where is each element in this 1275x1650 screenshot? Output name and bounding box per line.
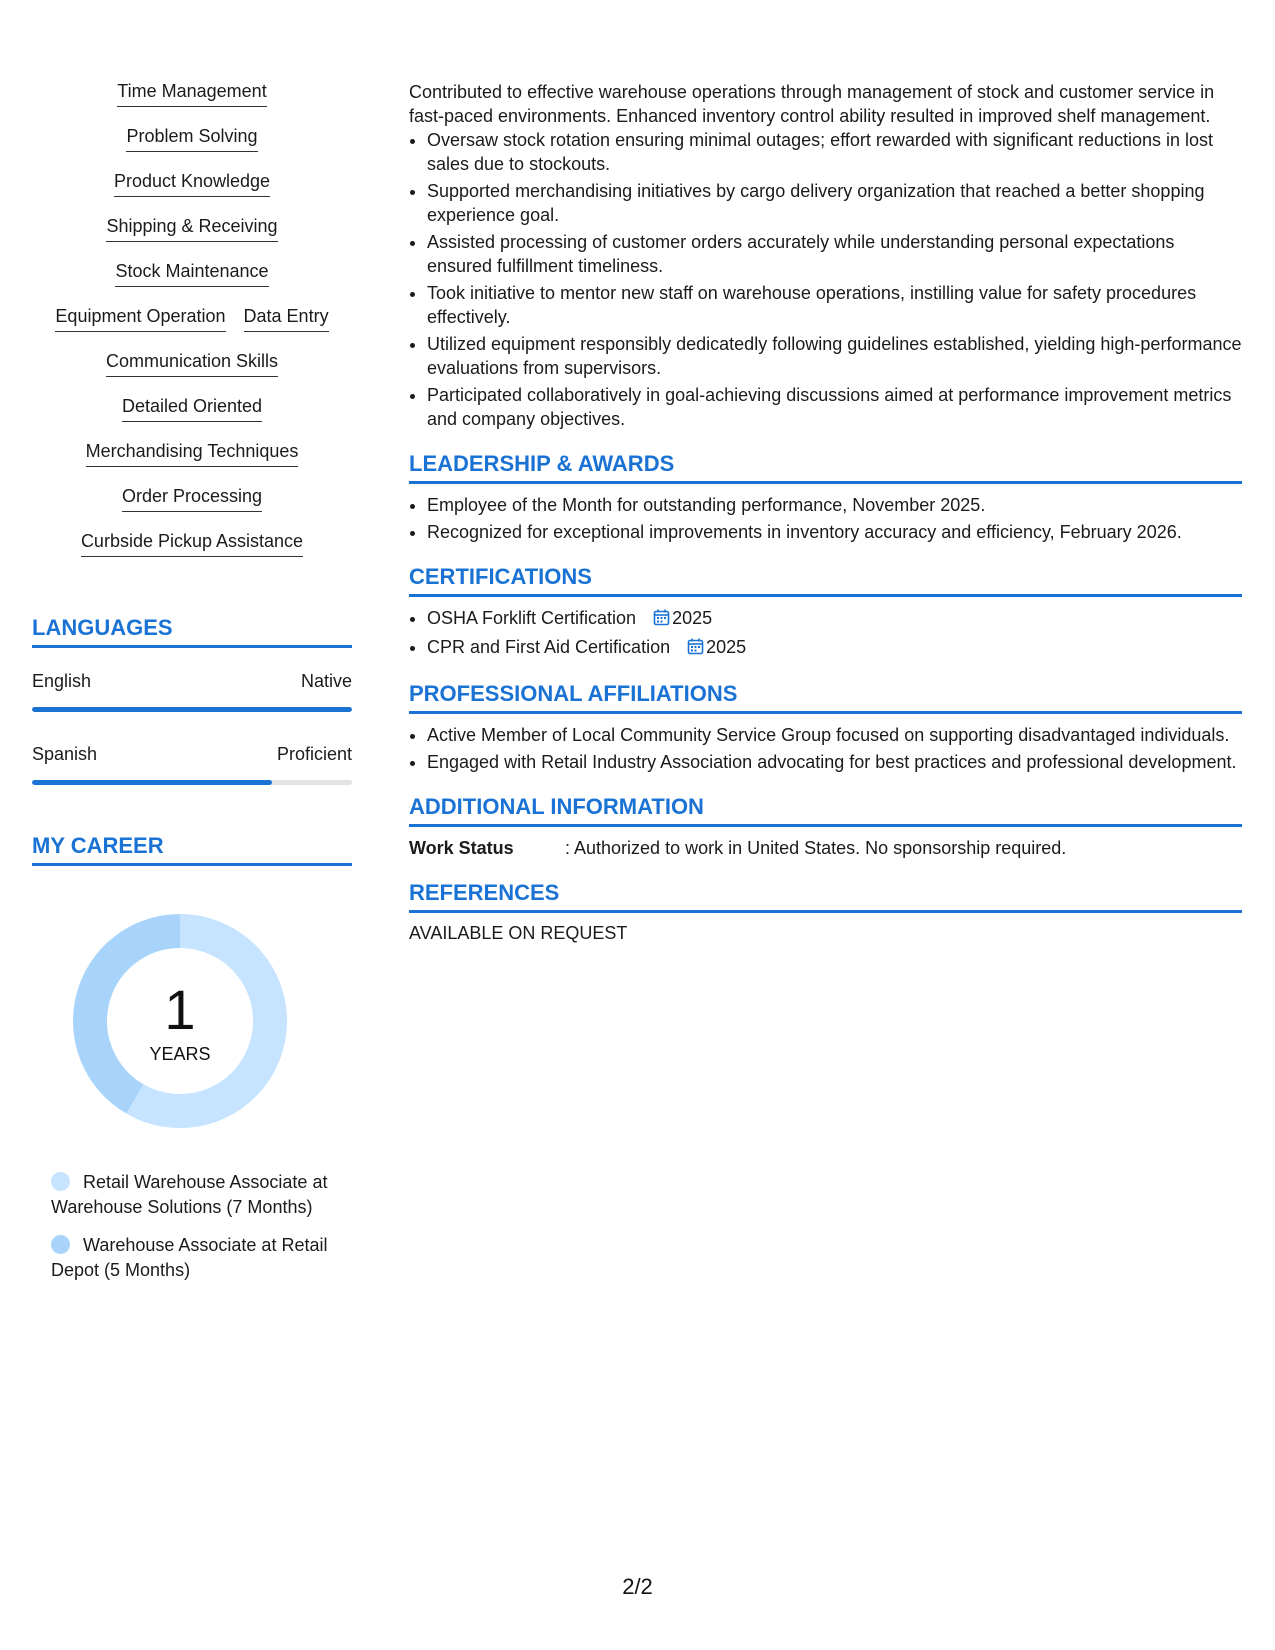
skill-tag: Product Knowledge: [114, 170, 270, 197]
work-status-value: : Authorized to work in United States. No sponsorship required.: [565, 838, 1067, 858]
career-years-unit: YEARS: [149, 1044, 211, 1064]
list-item: • Oversaw stock rotation ensuring minimal outages; effort rewarded with significant reductions in lost sales due to stockouts.: [427, 128, 1242, 176]
skill-tag: Curbside Pickup Assistance: [81, 530, 303, 557]
language-bar-fill: [32, 707, 352, 712]
work-status-label: Work Status: [409, 838, 514, 858]
skill-tag: Equipment Operation: [55, 305, 225, 332]
experience-bullets: [409, 128, 1242, 431]
certification-year: 2025: [706, 637, 747, 657]
leadership-section: [409, 451, 1242, 544]
languages-section: [32, 615, 352, 785]
additional-section: [409, 794, 1242, 860]
career-donut-chart: [67, 908, 293, 1134]
skill-tag: Time Management: [117, 80, 266, 107]
calendar-icon: [687, 637, 704, 661]
language-level: Native: [300, 671, 352, 691]
certifications-section: [409, 564, 1242, 661]
references-section: [409, 880, 1242, 944]
legend-dot: [51, 1172, 70, 1191]
language-item: [32, 670, 352, 712]
list-item: • Supported merchandising initiatives by cargo delivery organization that reached a better shopping experience goal.: [427, 179, 1242, 227]
affiliations-section: [409, 681, 1242, 774]
list-item: • Participated collaboratively in goal-achieving discussions aimed at performance improvement metrics and company objectives.: [427, 383, 1242, 431]
career-legend: [51, 1170, 331, 1283]
skill-tag: Data Entry: [244, 305, 329, 332]
list-item: • Employee of the Month for outstanding performance, November 2025.: [427, 493, 1242, 517]
language-name: English: [32, 671, 92, 691]
career-section: [32, 833, 352, 1283]
skill-tag: Communication Skills: [106, 350, 278, 377]
language-level: Proficient: [276, 744, 352, 764]
legend-item: [51, 1233, 331, 1283]
list-item: • Engaged with Retail Industry Association advocating for best practices and professional development.: [427, 750, 1242, 774]
certifications-heading: CERTIFICATIONS: [409, 564, 1242, 597]
references-text: AVAILABLE ON REQUEST: [409, 923, 628, 943]
leadership-heading: LEADERSHIP & AWARDS: [409, 451, 1242, 484]
language-bar: [32, 707, 352, 712]
left-column: [32, 80, 352, 1296]
list-item: • Active Member of Local Community Service Group focused on supporting disadvantaged individuals.: [427, 723, 1242, 747]
work-status-row: [409, 836, 1242, 860]
page-number: 2/2: [622, 1574, 653, 1599]
language-bar: [32, 780, 352, 785]
certification-year: 2025: [672, 608, 713, 628]
language-bar-fill: [32, 780, 272, 785]
certification-name: CPR and First Aid Certification: [427, 637, 671, 657]
list-item: • Took initiative to mentor new staff on warehouse operations, instilling value for safety procedures effectively.: [427, 281, 1242, 329]
language-name: Spanish: [32, 744, 98, 764]
legend-label: Retail Warehouse Associate at Warehouse Solutions (7 Months): [51, 1172, 328, 1217]
skill-tag: Merchandising Techniques: [86, 440, 299, 467]
skill-tag: Order Processing: [122, 485, 262, 512]
additional-heading: ADDITIONAL INFORMATION: [409, 794, 1242, 827]
list-item: • Recognized for exceptional improvements in inventory accuracy and efficiency, February 2026.: [427, 520, 1242, 544]
affiliations-heading: PROFESSIONAL AFFILIATIONS: [409, 681, 1242, 714]
skill-tag: Problem Solving: [126, 125, 257, 152]
skills-list: [32, 80, 352, 575]
right-column: [409, 80, 1242, 944]
career-years-value: 1: [164, 978, 196, 1041]
list-item: • Assisted processing of customer orders accurately while understanding personal expectations ensured fulfillment timeliness.: [427, 230, 1242, 278]
career-heading: MY CAREER: [32, 833, 352, 866]
skill-tag: Shipping & Receiving: [106, 215, 277, 242]
language-item: [32, 743, 352, 785]
legend-item: [51, 1170, 331, 1220]
certification-item: [427, 635, 1242, 661]
experience-section: [409, 80, 1242, 431]
certification-name: OSHA Forklift Certification: [427, 608, 637, 628]
languages-heading: LANGUAGES: [32, 615, 352, 648]
references-heading: REFERENCES: [409, 880, 1242, 913]
list-item: • Utilized equipment responsibly dedicatedly following guidelines established, yielding high-performance evaluations from supervisors.: [427, 332, 1242, 380]
legend-dot: [51, 1235, 70, 1254]
experience-summary: Contributed to effective warehouse operations through management of stock and customer service in fast-paced environments. Enhanced inventory control ability resulted in improved shelf management.: [409, 82, 1215, 126]
legend-label: Warehouse Associate at Retail Depot (5 Months): [51, 1235, 328, 1280]
certification-item: [427, 606, 1242, 632]
skill-tag: Detailed Oriented: [122, 395, 262, 422]
calendar-icon: [653, 608, 670, 632]
skill-tag: Stock Maintenance: [115, 260, 268, 287]
